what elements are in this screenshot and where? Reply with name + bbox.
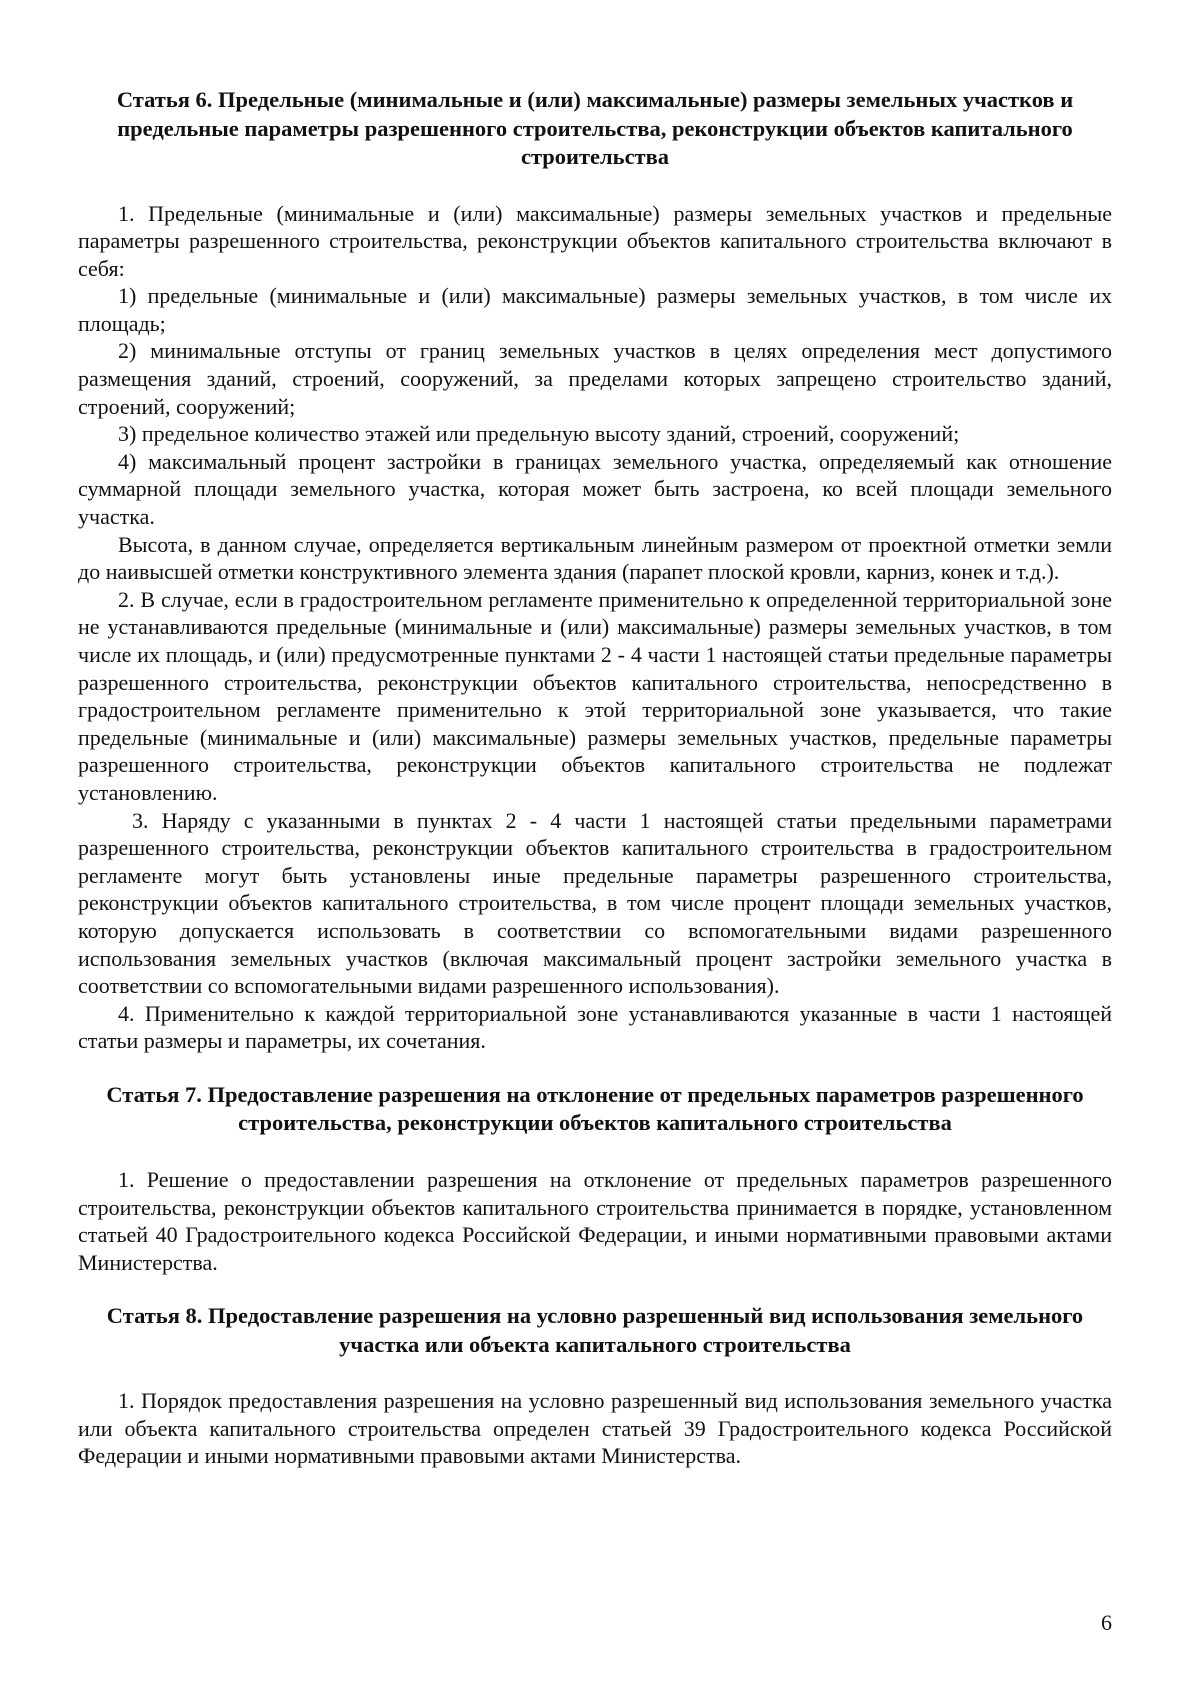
article-6-item-2: 2) минимальные отступы от границ земельных участков в целях определения мест допустимого размещения зданий, строений, сооружений, за пределами которых запрещено строительство зданий, строений, сооружений; bbox=[78, 338, 1112, 419]
section-divider-space bbox=[78, 1055, 1112, 1081]
article-6-item-4: 4) максимальный процент застройки в границах земельного участка, определяемый как отношение суммарной площади земельного участка, которая может быть застроена, ко всей площади земельного участка. bbox=[78, 448, 1112, 530]
article-7-heading: Статья 7. Предоставление разрешения на отклонение от предельных параметров разрешенного строительства, реконструкции объектов капитального строительства bbox=[106, 1081, 1084, 1136]
article-6-height-note: Высота, в данном случае, определяется вертикальным линейным размером от проектной отметки земли до наивысшей отметки конструктивного элемента здания (парапет плоской кровли, карниз, конек и т.д.). bbox=[78, 531, 1112, 585]
document-page bbox=[78, 86, 1112, 1470]
article-6-heading: Статья 6. Предельные (минимальные и (или) максимальные) размеры земельных участков и предельные параметры разрешенного строительства, реконструкции объектов капитального строительства bbox=[116, 87, 1074, 169]
article-8-heading: Статья 8. Предоставление разрешения на условно разрешенный вид использования земельного участка или объекта капитального строительства bbox=[106, 1303, 1084, 1357]
article-7-paragraph-1: 1. Решение о предоставлении разрешения на отклонение от предельных параметров разрешенного строительства, реконструкции объектов капитального строительства принимается в порядке, установленном статьей 40 Градостроительного кодекса Российской Федерации, и иными нормативными правовыми актами Министерства. bbox=[78, 1166, 1112, 1275]
article-6-paragraph-3: 3. Наряду с указанными в пунктах 2 - 4 части 1 настоящей статьи предельными параметрами разрешенного строительства, реконструкции объектов капитального строительства в градостроительном регламенте могут быть установлены иные предельные параметры разрешенного строительства, реконструкции объектов капитального строительства, в том числе процент площади земельных участков, которую допускается использовать в соответствии со вспомогательными видами разрешенного использования земельных участков (включая максимальный процент застройки земельного участка в соответствии со вспомогательными видами разрешенного использования). bbox=[78, 807, 1112, 999]
page-number: 6 bbox=[1101, 1610, 1112, 1635]
article-8-paragraph-1: 1. Порядок предоставления разрешения на условно разрешенный вид использования земельного участка или объекта капитального строительства определен статьей 39 Градостроительного кодекса Российской Федерации и иными нормативными правовыми актами Министерства. bbox=[78, 1388, 1112, 1469]
article-6-paragraph-2: 2. В случае, если в градостроительном регламенте применительно к определенной территориальной зоне не устанавливаются предельные (минимальные и (или) максимальные) размеры земельных участков, в том числе их площадь, и (или) предусмотренные пунктами 2 - 4 части 1 настоящей статьи предельные параметры разрешенного строительства, реконструкции объектов капитального строительства, непосредственно в градостроительном регламенте применительно к этой территориальной зоне указывается, что такие предельные (минимальные и (или) максимальные) размеры земельных участков, предельные параметры разрешенного строительства, реконструкции объектов капитального строительства не подлежат установлению. bbox=[78, 586, 1112, 805]
article-6-paragraph-1: 1. Предельные (минимальные и (или) максимальные) размеры земельных участков и предельные параметры разрешенного строительства, реконструкции объектов капитального строительства включают в себя: bbox=[78, 200, 1112, 281]
article-6-item-3: 3) предельное количество этажей или предельную высоту зданий, строений, сооружений; bbox=[118, 421, 960, 447]
article-6-paragraph-4: 4. Применительно к каждой территориальной зоне устанавливаются указанные в части 1 настоящей статьи размеры и параметры, их сочетания. bbox=[78, 1000, 1112, 1054]
article-6-item-1: 1) предельные (минимальные и (или) максимальные) размеры земельных участков, в том числе их площадь; bbox=[78, 283, 1112, 336]
section-divider-space bbox=[78, 1276, 1112, 1302]
